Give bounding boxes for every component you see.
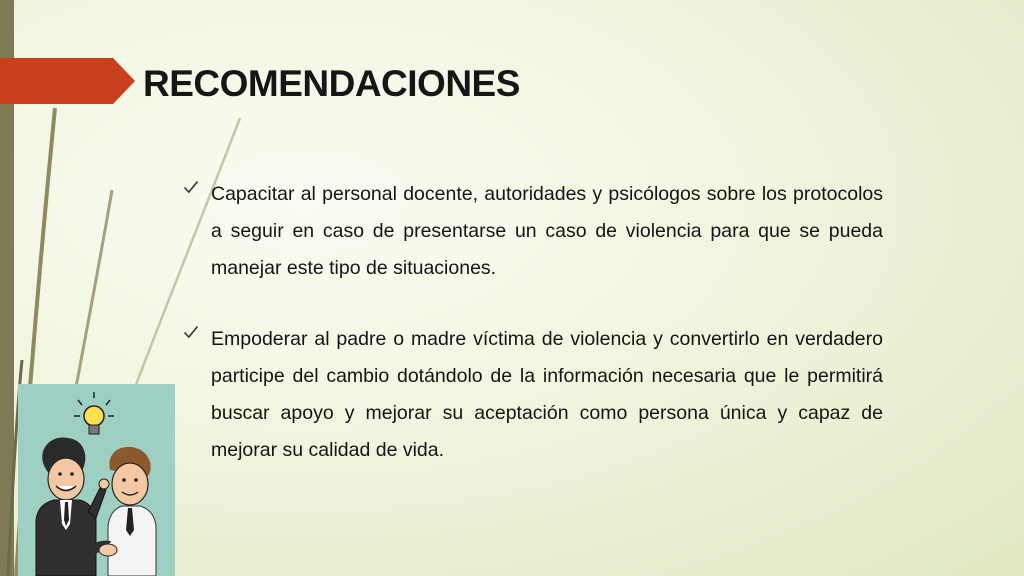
- businessman-right: [108, 447, 156, 576]
- bullet-text: Capacitar al personal docente, autoridades y psicólogos sobre los protocolos a seguir en caso de presentarse un caso de violencia para que se pueda manejar este tipo de situaciones.: [211, 183, 883, 279]
- checkmark-icon: [183, 324, 199, 340]
- bullet-list: [183, 176, 883, 503]
- slide-title: RECOMENDACIONES: [143, 63, 520, 104]
- title-arrow: [0, 58, 135, 104]
- checkmark-icon: [183, 179, 199, 195]
- bullet-text: Empoderar al padre o madre víctima de violencia y convertirlo en verdadero participe del cambio dotándolo de la información necesaria que le permitirá buscar apoyo y mejorar su aceptación como persona única y capaz de mejorar su calidad de vida.: [211, 328, 883, 461]
- bullet-item: [183, 321, 883, 469]
- businessmen-handshake-illustration: [18, 384, 175, 576]
- bullet-item: [183, 176, 883, 287]
